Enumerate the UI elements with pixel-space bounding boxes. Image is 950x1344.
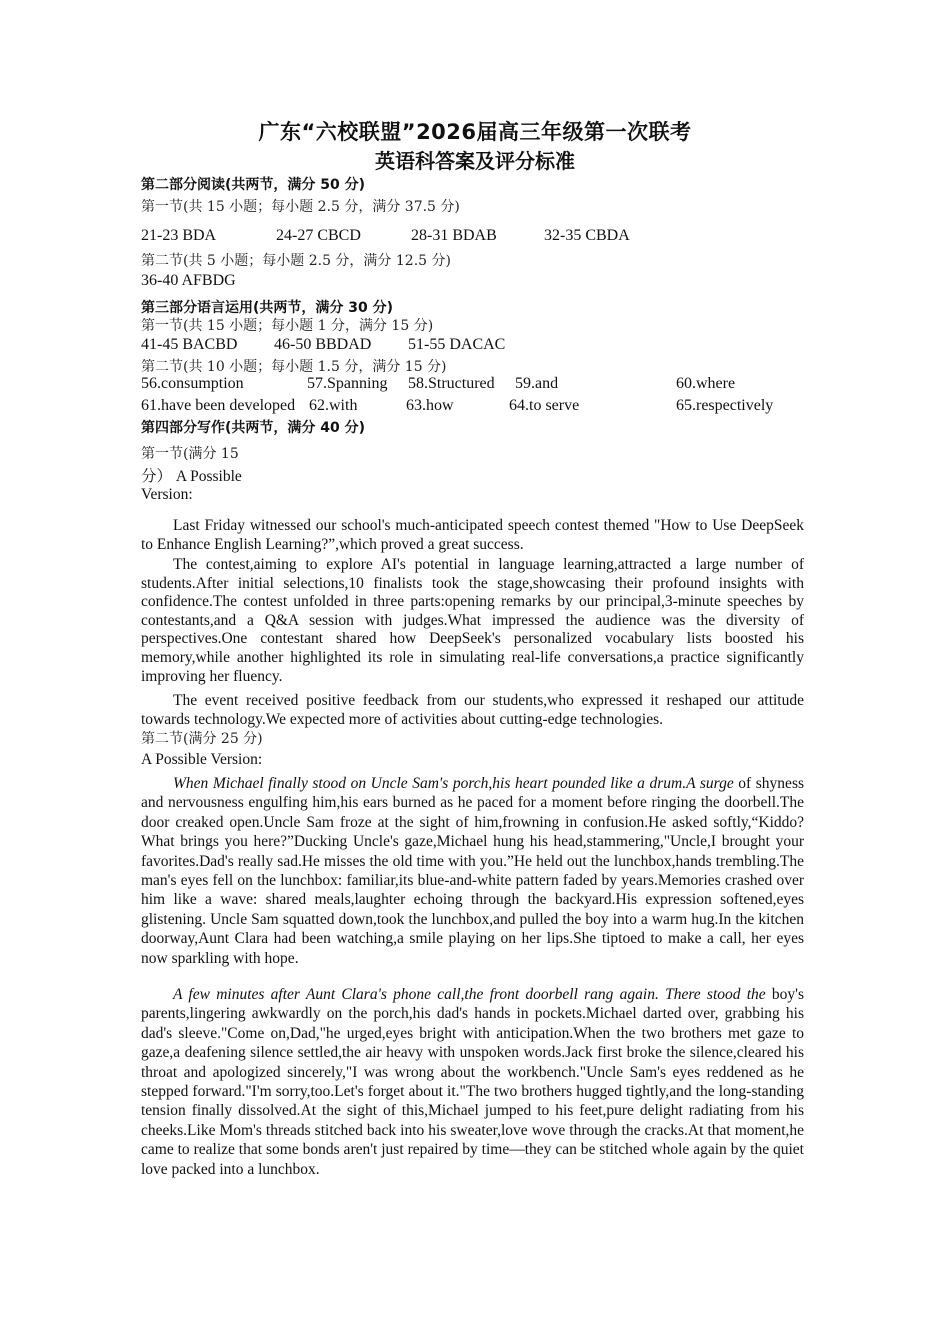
answer-21-23: 21-23 BDA (141, 227, 217, 244)
part3-sec2-label: 第二节(共 10 小题；每小题 1.5 分，满分 15 分) (141, 359, 447, 375)
part3-heading: 第三部分语言运用(共两节，满分 30 分) (141, 300, 394, 316)
part2-heading: 第二部分阅读(共两节，满分 50 分) (141, 177, 366, 193)
answer-61: 61.have been developed (141, 397, 296, 414)
part4-sec1-label-c: Version: (141, 486, 193, 503)
essay1-paragraph-3: The event received positive feedback from our students,who expressed it reshaped our attitude towards technology.We expected more of activities about cutting-edge technologies. (141, 692, 804, 728)
answer-36-40: 36-40 AFBDG (141, 272, 236, 289)
essay2-paragraph-2-lead: A few minutes after Aunt Clara's phone call,the front doorbell rang again. There stood the (173, 986, 766, 1003)
essay2-paragraph-1-body: of shyness and nervousness engulfing him,his ears burned as he paced for a moment before ringing the doorbell.The door creaked open.Uncle Sam froze at the sight of him,frowning in confusion.He asked softly,“Kiddo?What brings you here?”Ducking Uncle's gaze,Michael hung his head,stammering,"Uncle,I brought your favorites.Dad's really sad.He misses the old time with you.”He held out the lunchbox,hands trembling.The man's eyes fell on the lunchbox: familiar,its blue-and-white pattern faded by years.Memories crashed over him like a wave: shared meals,laughter echoing through the backyard.His expression softened,eyes glistening. Uncle Sam squatted down,took the lunchbox,and pulled the boy into a warm hug.In the kitchen doorway,Aunt Clara had been watching,a smile playing on her lips.She tiptoed to make a call, her eyes now sparkling with hope. (141, 775, 805, 967)
part4-sec1-label-b: 分） A Possible (141, 468, 242, 485)
answer-59: 59.and (515, 375, 559, 392)
answer-57: 57.Spanning (307, 375, 388, 392)
answer-46-50: 46-50 BBDAD (274, 336, 372, 353)
essay2-paragraph-1 (141, 774, 804, 968)
essay1-paragraph-1: Last Friday witnessed our school's much-anticipated speech contest themed "How to Use DeepSeek to Enhance English Learning?”,which proved a great success. (141, 517, 804, 554)
part3-sec1-label: 第一节(共 15 小题；每小题 1 分，满分 15 分) (141, 318, 434, 334)
part4-sec2-label: 第二节(满分 25 分) (141, 731, 263, 747)
answer-63: 63.how (406, 397, 454, 414)
answer-28-31: 28-31 BDAB (411, 227, 497, 244)
essay2-paragraph-2-body: boy's parents,lingering awkwardly on the porch,his dad's hands in pockets.Michael darted over, grabbing his dad's sleeve."Come on,Dad,"he urged,eyes bright with anticipation.When the two brothers met gaze to gaze,a deafening silence settled,the air heavy with unspoken words.Jack first broke the silence,cleared his throat and apologized sincerely,"I was wrong about the workbench."Uncle Sam's eyes reddened as he stepped forward."I'm sorry,too.Let's forget about it."The two brothers hugged tightly,and the long-standing tension finally dissolved.At the sight of this,Michael jumped to his feet,pure delight radiating from his cheeks.Like Mom's threads stitched back into his sweater,love wove through the cracks.At that moment,he came to realize that some bonds aren't just repaired by time—they can be stitched whole again by the quiet love packed into a lunchbox. (141, 986, 805, 1178)
part4-sec2-version: A Possible Version: (141, 751, 263, 768)
part4-heading: 第四部分写作(共两节，满分 40 分) (141, 420, 366, 436)
essay2-paragraph-1-lead: When Michael finally stood on Uncle Sam's porch,his heart pounded like a drum.A surge (173, 775, 734, 792)
answer-56: 56.consumption (141, 375, 244, 392)
answer-41-45: 41-45 BACBD (141, 336, 238, 353)
essay1-paragraph-2: The contest,aiming to explore AI's potential in language learning,attracted a large number of students.After initial selections,10 finalists took the stage,showcasing their profound insights with confidence.The contest unfolded in three parts:opening remarks by our principal,3-minute speeches by contestants,and a Q&A session with judges.What impressed the audience was the diversity of perspectives.One contestant shared how DeepSeek's personalized vocabulary lists boosted his memory,while another highlighted its role in simulating real-life conversations,a practice significantly improving her fluency. (141, 556, 804, 685)
answer-24-27: 24-27 CBCD (276, 227, 361, 244)
part4-sec1-label-a: 第一节(满分 15 (141, 446, 239, 462)
answer-65: 65.respectively (676, 397, 774, 414)
essay2-paragraph-2 (141, 985, 804, 1179)
answer-60: 60.where (676, 375, 736, 392)
answer-51-55: 51-55 DACAC (408, 336, 506, 353)
page-title: 广东“六校联盟”2026届高三年级第一次联考 (258, 120, 692, 144)
answer-32-35: 32-35 CBDA (544, 227, 630, 244)
page-subtitle: 英语科答案及评分标准 (375, 149, 575, 173)
part2-sec1-label: 第一节(共 15 小题；每小题 2.5 分，满分 37.5 分) (141, 199, 460, 215)
answer-62: 62.with (309, 397, 358, 414)
answer-64: 64.to serve (509, 397, 580, 414)
answer-58: 58.Structured (408, 375, 495, 392)
part2-sec2-label: 第二节(共 5 小题；每小题 2.5 分，满分 12.5 分) (141, 253, 451, 269)
